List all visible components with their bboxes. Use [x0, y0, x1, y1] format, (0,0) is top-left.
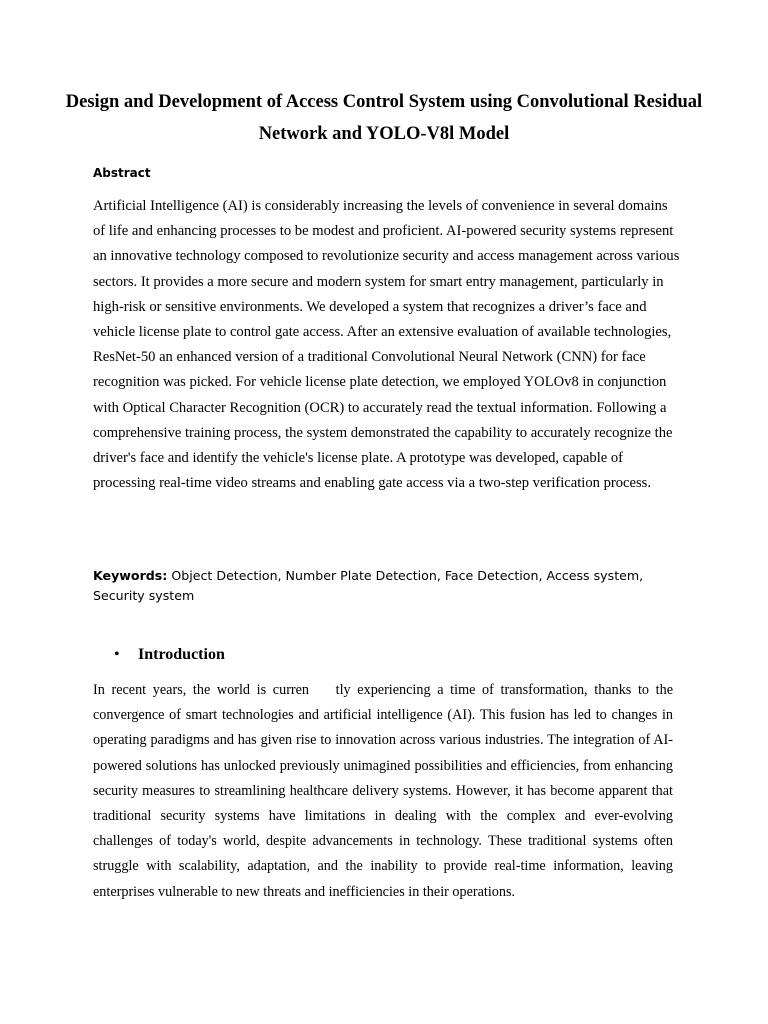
section-heading-introduction [114, 643, 225, 667]
paper-title: Design and Development of Access Control System using Convolutional Residual Network and YOLO-V8l Model [65, 92, 703, 144]
introduction-text: In recent years, the world is curren tly experiencing a time of transformation, thanks to the convergence of smart technologies and artificial intelligence (AI). This fusion has led to changes in operating paradigms and has given rise to innovation across various industries. The integration of AI-powered solutions has unlocked previously unimagined possibilities and efficiencies, from enhancing security measures to streamlining healthcare delivery systems. However, it has become apparent that traditional security systems have limitations in dealing with the complex and ever-evolving challenges of today's world, despite advancements in technology. These traditional systems often struggle with scalability, adaptation, and the inability to provide real-time information, leaving enterprises vulnerable to new threats and inefficiencies in their operations. [93, 682, 677, 900]
keywords-label: Keywords: [93, 568, 168, 583]
keywords-line [93, 566, 683, 606]
keywords-text: Object Detection, Number Plate Detection, Face Detection, Access system, Security system [93, 568, 644, 603]
section-heading-label: Introduction [138, 646, 225, 663]
abstract-heading: Abstract [93, 166, 151, 180]
bullet-icon: • [114, 646, 120, 663]
abstract-text: Artificial Intelligence (AI) is considerably increasing the levels of convenience in several domains of life and enhancing processes to be modest and proficient. AI-powered security systems represent an innovative technology composed to revolutionize security and access management across various sectors. It provides a more secure and modern system for smart entry management, particularly in high-risk or sensitive environments. We developed a system that recognizes a driver’s face and vehicle license plate to control gate access. After an extensive evaluation of available technologies, ResNet-50 an enhanced version of a traditional Convolutional Neural Network (CNN) for face recognition was picked. For vehicle license plate detection, we employed YOLOv8 in conjunction with Optical Character Recognition (OCR) to accurately read the textual information. Following a comprehensive training process, the system demonstrated the capability to accurately recognize the driver's face and identify the vehicle's license plate. A prototype was developed, capable of processing real-time video streams and enabling gate access via a two-step verification process. [93, 198, 680, 492]
